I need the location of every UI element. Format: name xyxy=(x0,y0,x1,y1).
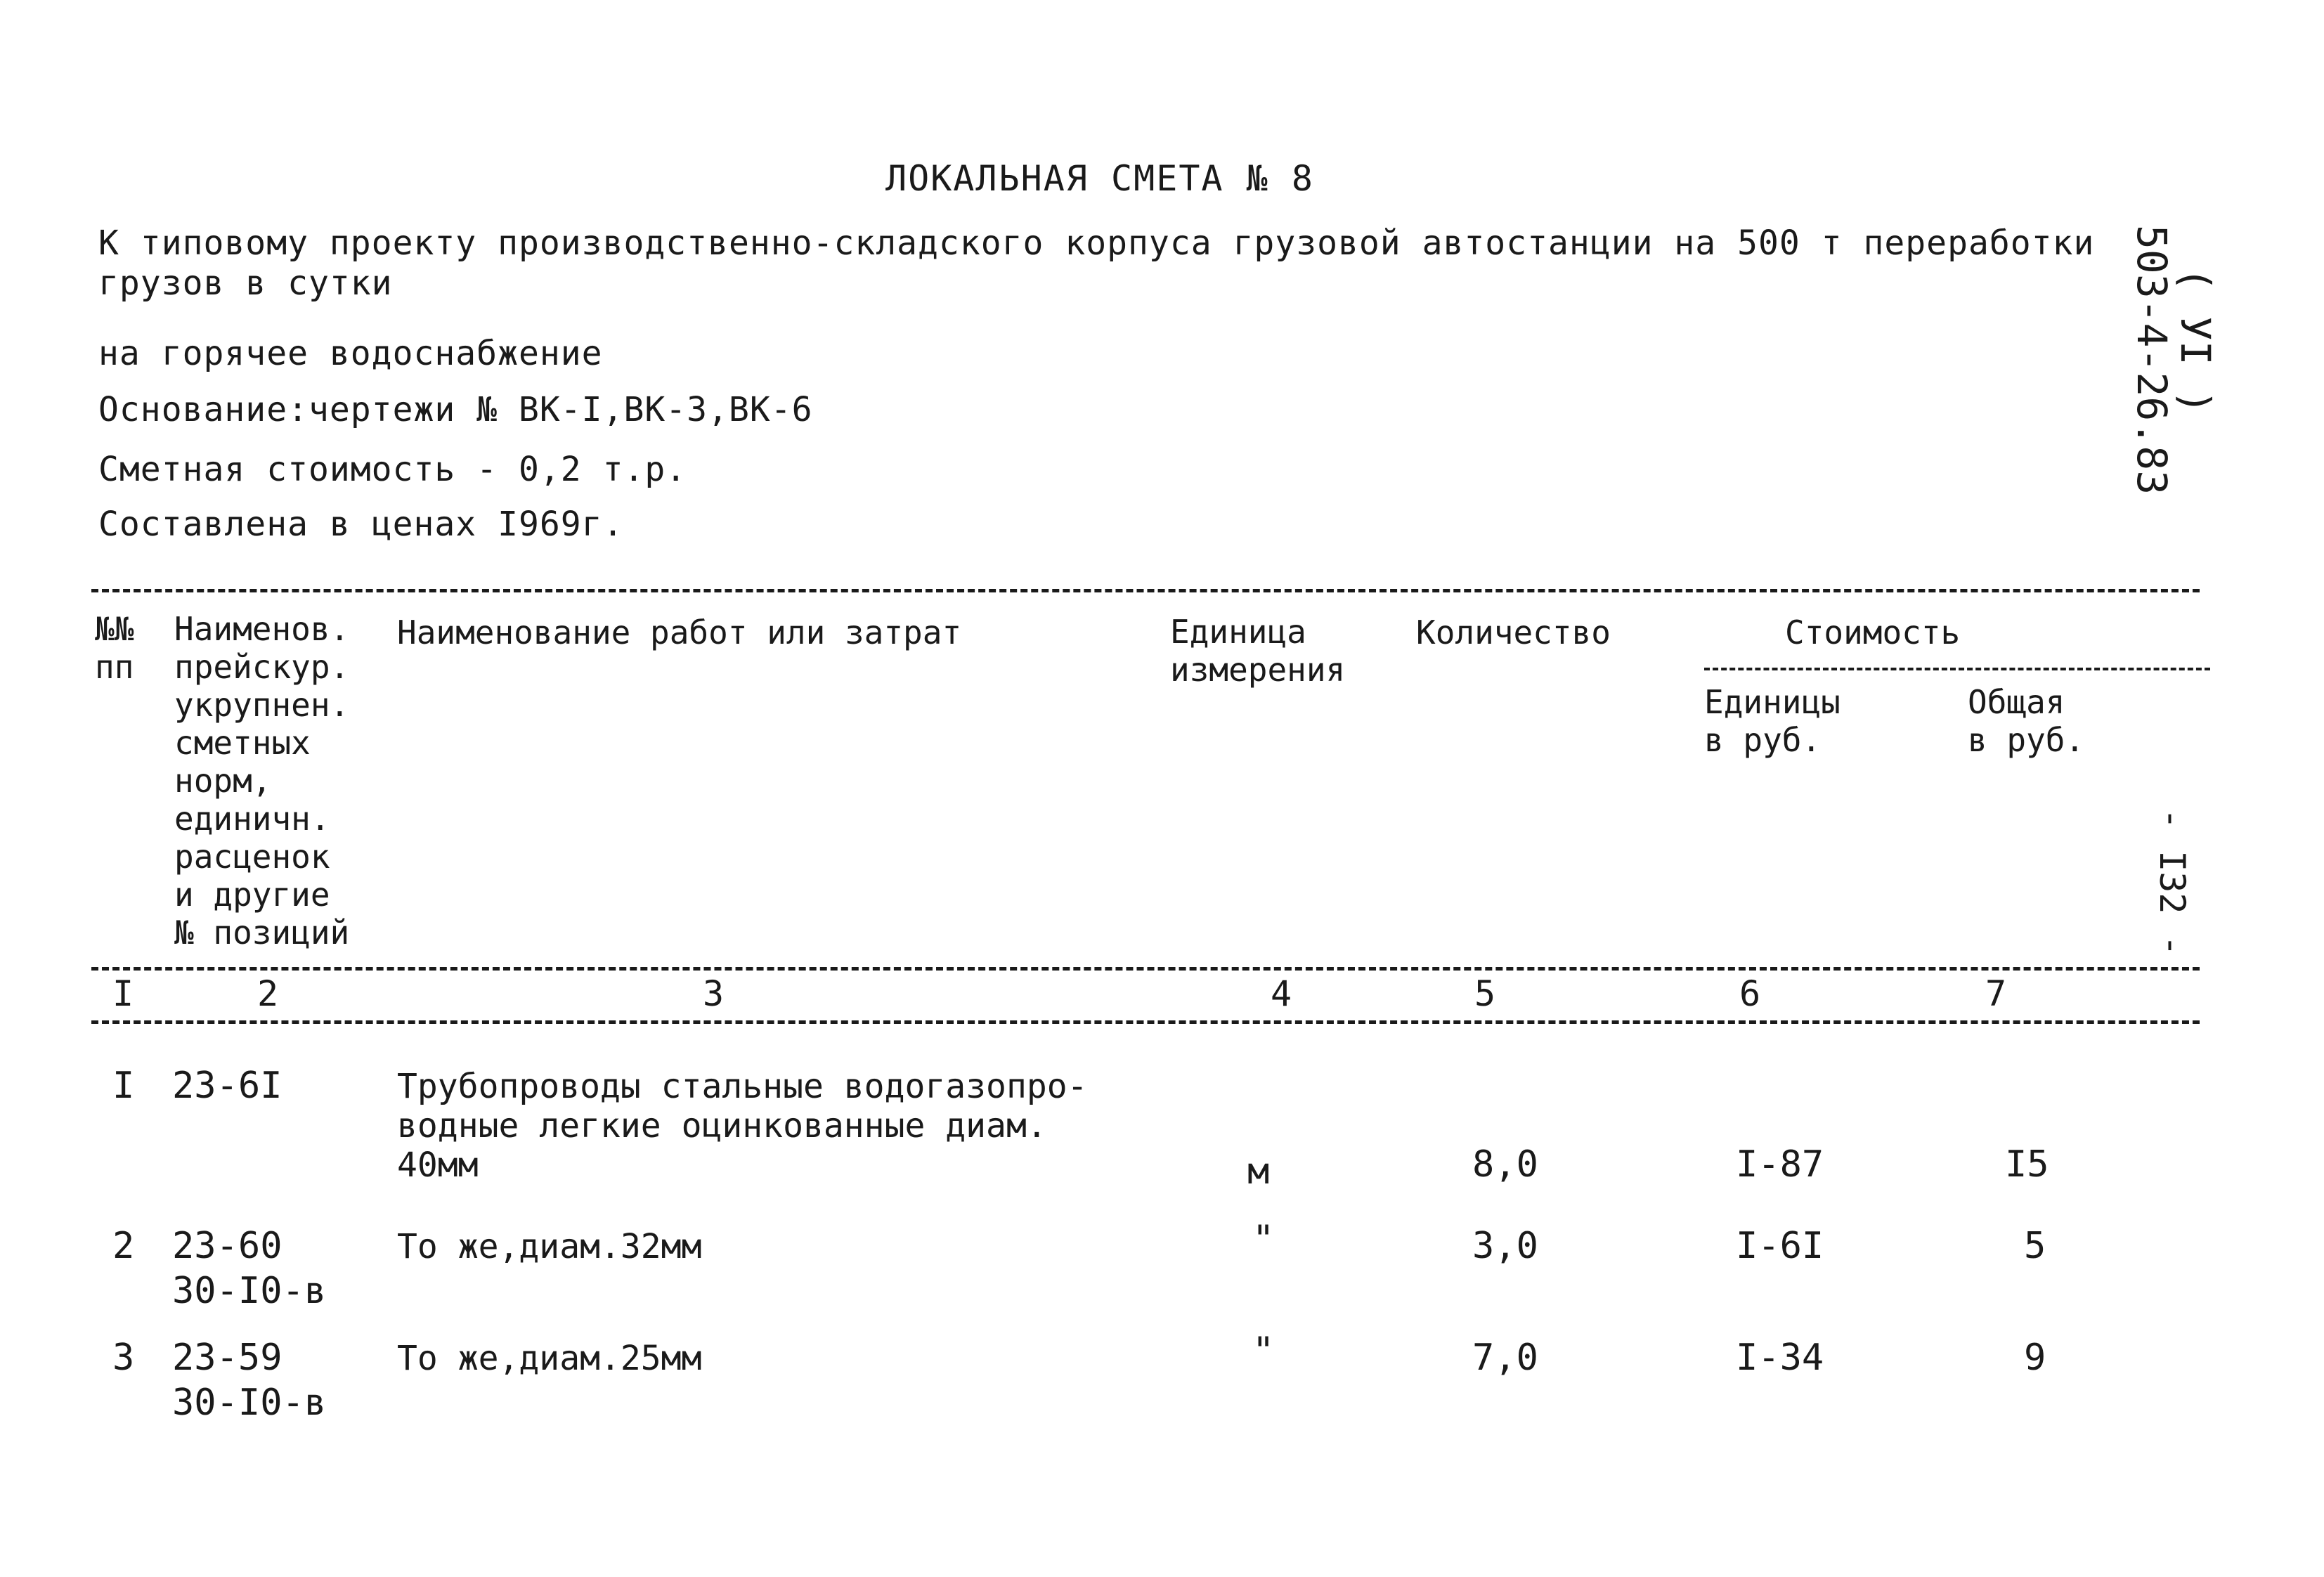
column-number: 4 xyxy=(1271,973,1292,1014)
header-cost-total-line: в руб. xyxy=(1968,721,2085,759)
row-unit-cost: I-34 xyxy=(1736,1337,1824,1379)
row-unit: " xyxy=(1252,1218,1275,1260)
row-total: 9 xyxy=(2024,1337,2046,1379)
column-number: 5 xyxy=(1474,973,1496,1014)
header-code-line: и другие xyxy=(174,876,330,914)
column-number-rule xyxy=(91,1020,2200,1024)
subtitle-line-1: К типовому проекту производственно-складского корпуса грузовой автостанции на 500 т переработки xyxy=(98,223,2095,263)
row-total: 5 xyxy=(2024,1225,2046,1267)
header-unit-line: Единица xyxy=(1170,613,1306,651)
estimated-cost-line: Сметная стоимость - 0,2 т.р. xyxy=(98,450,687,489)
side-document-code xyxy=(2128,225,2219,495)
row-work-line: Трубопроводы стальные водогазопро- xyxy=(397,1067,1088,1106)
row-work-line: То же,диам.25мм xyxy=(397,1339,702,1378)
row-work-line: То же,диам.32мм xyxy=(397,1227,702,1266)
header-cost-unit xyxy=(1704,683,1841,759)
header-code-line: единичн. xyxy=(174,800,330,838)
column-number: 6 xyxy=(1739,973,1761,1014)
row-num: I xyxy=(112,1065,135,1107)
row-work-line: водные легкие оцинкованные диам. xyxy=(397,1106,1047,1146)
header-code-line: укрупнен. xyxy=(174,686,350,724)
column-number: I xyxy=(112,973,134,1014)
header-code-line: прейскур. xyxy=(174,648,350,686)
purpose-line: на горячее водоснабжение xyxy=(98,334,603,373)
row-qty: 3,0 xyxy=(1472,1225,1538,1267)
row-work xyxy=(397,1067,1088,1185)
row-code-line: 23-59 xyxy=(172,1337,283,1379)
row-num: 3 xyxy=(112,1337,135,1379)
row-unit-cost: I-6I xyxy=(1736,1225,1824,1267)
header-num xyxy=(95,610,134,686)
row-code xyxy=(172,1339,326,1422)
column-number: 2 xyxy=(257,973,279,1014)
row-code-line: 23-60 xyxy=(172,1225,283,1267)
header-code-line: Наименов. xyxy=(174,610,350,648)
header-cost: Стоимость xyxy=(1785,614,1961,651)
prices-year-line: Составлена в ценах I969г. xyxy=(98,505,624,544)
row-qty: 7,0 xyxy=(1472,1337,1538,1379)
row-work-line: 40мм xyxy=(397,1146,479,1185)
header-code xyxy=(174,610,349,952)
row-total: I5 xyxy=(2005,1143,2049,1186)
row-code-line: 30-I0-в xyxy=(172,1382,327,1424)
header-cost-rule xyxy=(1704,668,2210,670)
row-unit: " xyxy=(1252,1330,1275,1372)
subtitle-line-2: грузов в сутки xyxy=(98,264,393,303)
column-number: 7 xyxy=(1985,973,2007,1014)
header-code-line: норм, xyxy=(174,762,272,800)
row-work xyxy=(397,1227,701,1266)
row-work xyxy=(397,1339,701,1378)
table-top-rule xyxy=(91,589,2200,592)
header-cost-unit-line: в руб. xyxy=(1704,721,1822,759)
row-code: 23-6I xyxy=(172,1065,283,1107)
row-qty: 8,0 xyxy=(1472,1143,1538,1186)
row-num: 2 xyxy=(112,1225,135,1267)
header-num-line: №№ xyxy=(95,610,134,648)
header-unit xyxy=(1170,613,1345,689)
row-code-line: 30-I0-в xyxy=(172,1270,327,1312)
header-bottom-rule xyxy=(91,967,2200,971)
document-title: ЛОКАЛЬНАЯ СМЕТА № 8 xyxy=(885,158,1314,199)
header-unit-line: измерения xyxy=(1170,651,1346,689)
row-unit: м xyxy=(1247,1150,1270,1193)
column-number: 3 xyxy=(703,973,725,1014)
header-code-line: № позиций xyxy=(174,914,350,952)
header-cost-total xyxy=(1968,683,2084,759)
page-number: - I32 - xyxy=(2152,808,2193,956)
header-work: Наименование работ или затрат xyxy=(397,614,962,651)
basis-line: Основание:чертежи № ВК-I,ВК-3,ВК-6 xyxy=(98,390,813,429)
header-cost-unit-line: Единицы xyxy=(1704,683,1841,721)
side-code-line-2: 503-4-26.83 xyxy=(2128,225,2176,495)
side-code-line-1: ( УI ) xyxy=(2172,267,2219,415)
header-cost-total-line: Общая xyxy=(1968,683,2065,721)
header-qty: Количество xyxy=(1416,614,1611,651)
header-code-line: сметных xyxy=(174,724,311,762)
row-unit-cost: I-87 xyxy=(1736,1143,1824,1186)
header-num-line: пп xyxy=(95,648,134,686)
row-code xyxy=(172,1227,326,1310)
header-code-line: расценок xyxy=(174,838,330,876)
